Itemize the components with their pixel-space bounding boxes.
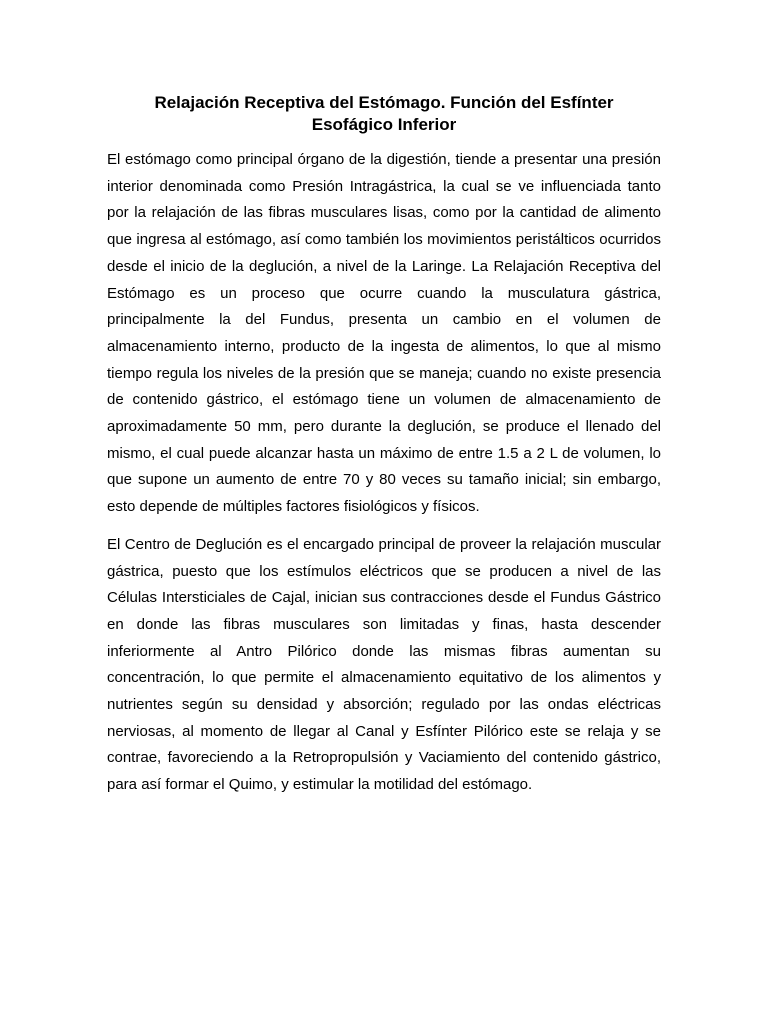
body-paragraph-1: El estómago como principal órgano de la digestión, tiende a presentar una presión interior denominada como Presión Intragástrica, la cual se ve influenciada tanto por la relajación de las fibras musculares lisas, como por la cantidad de alimento que ingresa al estómago, así como también los movimientos peristálticos ocurridos desde el inicio de la deglución, a nivel de la Laringe. La Relajación Receptiva del Estómago es un proceso que ocurre cuando la musculatura gástrica, principalmente la del Fundus, presenta un cambio en el volumen de almacenamiento interno, producto de la ingesta de alimentos, lo que al mismo tiempo regula los niveles de la presión que se maneja; cuando no existe presencia de contenido gástrico, el estómago tiene un volumen de almacenamiento de aproximadamente 50 mm, pero durante la deglución, se produce el llenado del mismo, el cual puede alcanzar hasta un máximo de entre 1.5 a 2 L de volumen, lo que supone un aumento de entre 70 y 80 veces su tamaño inicial; sin embargo, esto depende de múltiples factores fisiológicos y físicos. [107, 151, 661, 516]
document-title [107, 92, 661, 136]
document-title-line-2: Esofágico Inferior [311, 115, 457, 134]
document-title-line-1: Relajación Receptiva del Estómago. Función del Esfínter [154, 93, 614, 112]
body-paragraph-2: El Centro de Deglución es el encargado principal de proveer la relajación muscular gástrica, puesto que los estímulos eléctricos que se producen a nivel de las Células Intersticiales de Cajal, inician sus contracciones desde el Fundus Gástrico en donde las fibras musculares son limitadas y finas, hasta descender inferiormente al Antro Pilórico donde las mismas fibras aumentan su concentración, lo que permite el almacenamiento equitativo de los alimentos y nutrientes según su densidad y absorción; regulado por las ondas eléctricas nerviosas, al momento de llegar al Canal y Esfínter Pilórico este se relaja y se contrae, favoreciendo a la Retropropulsión y Vaciamiento del contenido gástrico, para así formar el Quimo, y estimular la motilidad del estómago. [107, 535, 661, 794]
